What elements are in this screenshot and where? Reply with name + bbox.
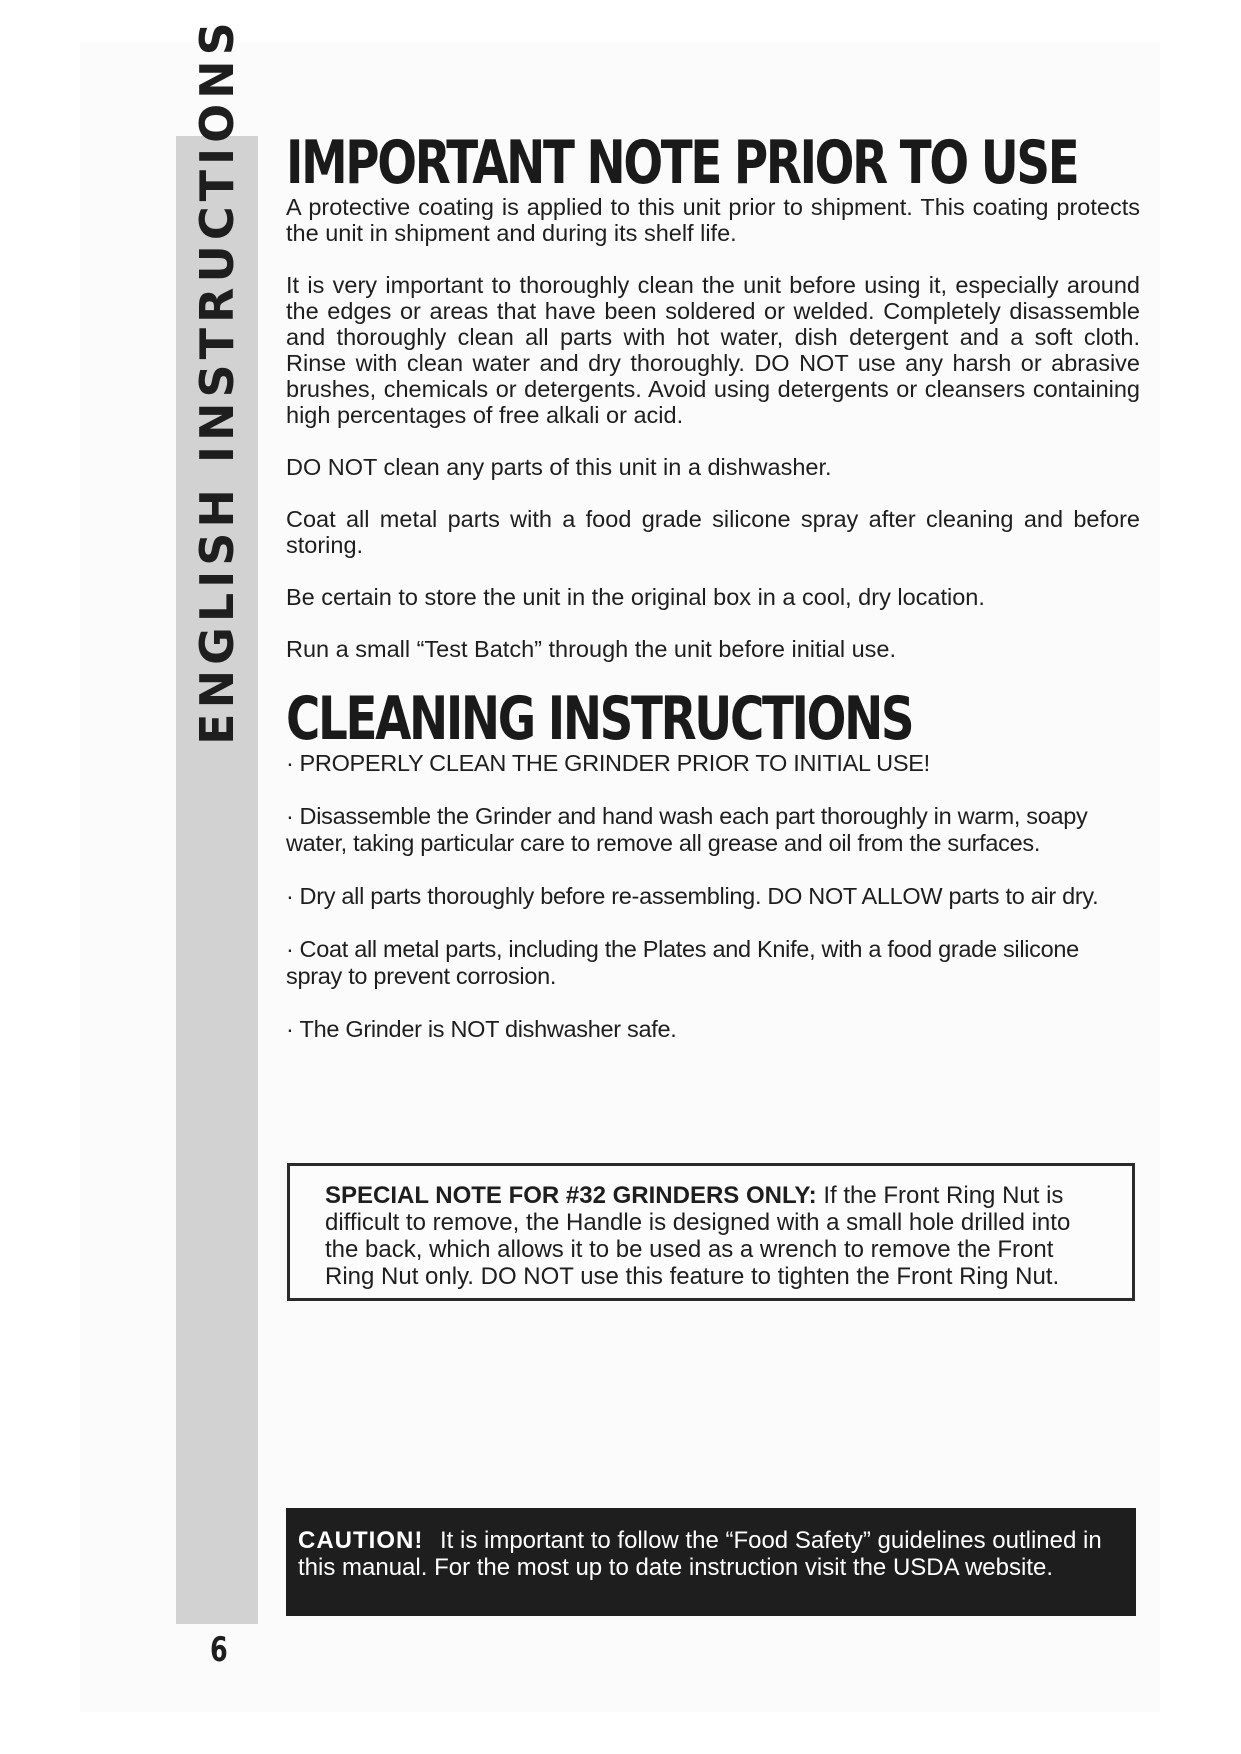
list-item <box>286 1016 1140 1043</box>
paragraph: Be certain to store the unit in the original box in a cool, dry location. <box>286 584 985 610</box>
special-note-body: If the Front Ring Nut is difficult to remove, the Handle is designed with a small hole drilled into the back, which allows it to be used as a wrench to remove the Front Ring Nut only. DO NOT use this feature to tighten the Front Ring Nut. <box>325 1182 1071 1290</box>
bullet-icon: · <box>286 883 294 909</box>
paragraph: Coat all metal parts with a food grade silicone spray after cleaning and before storing. <box>286 506 1140 558</box>
list-item <box>286 803 1140 857</box>
special-note-text <box>325 1182 1105 1290</box>
special-note-box <box>287 1163 1135 1301</box>
cleaning-instructions-list <box>286 750 1140 1043</box>
list-item-text: Dry all parts thoroughly before re-assembling. DO NOT ALLOW parts to air dry. <box>299 883 1099 909</box>
list-item <box>286 750 1140 777</box>
bullet-icon: · <box>286 750 294 776</box>
list-item-text: The Grinder is NOT dishwasher safe. <box>299 1016 677 1042</box>
page-number: 6 <box>210 1630 228 1670</box>
list-item-text: Coat all metal parts, including the Plates and Knife, with a food grade silicone spray to prevent corrosion. <box>286 936 1079 989</box>
important-note-body <box>286 194 1140 662</box>
section-title-cleaning: CLEANING INSTRUCTIONS <box>286 684 913 754</box>
paragraph: Run a small “Test Batch” through the unit before initial use. <box>286 636 897 662</box>
special-note-lead: SPECIAL NOTE FOR #32 GRINDERS ONLY: <box>325 1182 817 1209</box>
main-content <box>286 128 1140 1069</box>
sidebar-label: ENGLISH INSTRUCTIONS <box>190 17 244 745</box>
section-title-important-note: IMPORTANT NOTE PRIOR TO USE <box>286 128 1078 198</box>
caution-body: It is important to follow the “Food Safety” guidelines outlined in this manual. For the most up to date instruction visit the USDA website. <box>298 1527 1102 1581</box>
paragraph: It is very important to thoroughly clean the unit before using it, especially around the edges or areas that have been soldered or welded. Completely disassemble and thoroughly clean all parts with hot water, dish detergent and a soft cloth. Rinse with clean water and dry thoroughly. DO NOT use any harsh or abrasive brushes, chemicals or detergents. Avoid using detergents or cleansers containing high percentages of free alkali or acid. <box>286 272 1140 428</box>
paragraph: A protective coating is applied to this unit prior to shipment. This coating protects the unit in shipment and during its shelf life. <box>286 194 1140 246</box>
list-item-text: Disassemble the Grinder and hand wash each part thoroughly in warm, soapy water, taking particular care to remove all grease and oil from the surfaces. <box>286 803 1088 856</box>
list-item <box>286 936 1140 990</box>
bullet-icon: · <box>286 936 294 962</box>
paragraph: DO NOT clean any parts of this unit in a dishwasher. <box>286 454 832 480</box>
list-item-text: PROPERLY CLEAN THE GRINDER PRIOR TO INITIAL USE! <box>299 750 930 776</box>
caution-box <box>286 1508 1136 1616</box>
caution-text <box>298 1527 1128 1581</box>
bullet-icon: · <box>286 1016 294 1042</box>
caution-lead: CAUTION! <box>298 1527 424 1554</box>
bullet-icon: · <box>286 803 294 829</box>
list-item <box>286 883 1140 910</box>
